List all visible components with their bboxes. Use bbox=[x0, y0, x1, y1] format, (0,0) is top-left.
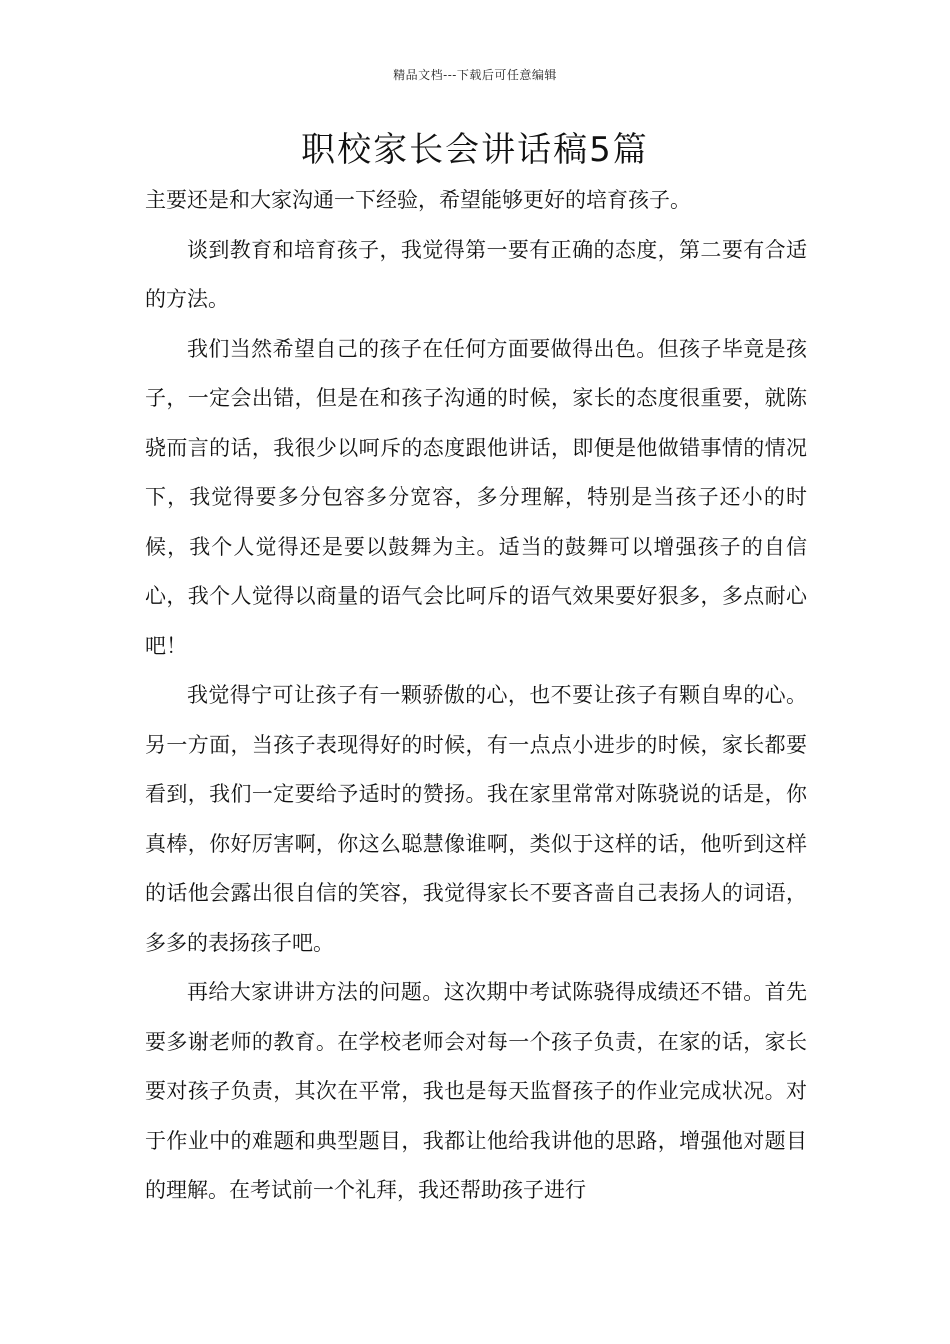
paragraph-continuation: 主要还是和大家沟通一下经验，希望能够更好的培育孩子。 bbox=[145, 188, 691, 212]
document-title: 职校家长会讲话稿5篇 bbox=[301, 130, 649, 170]
document-body bbox=[145, 176, 807, 1216]
page-header-note: 精品文档---下载后可任意编辑 bbox=[393, 68, 557, 82]
paragraph-attitude-method: 谈到教育和培育孩子，我觉得第一要有正确的态度，第二要有合适的方法。 bbox=[145, 237, 807, 311]
paragraph-method: 再给大家讲讲方法的问题。这次期中考试陈骁得成绩还不错。首先要多谢老师的教育。在学校老师会对每一个孩子负责，在家的话，家长要对孩子负责，其次在平常，我也是每天监督孩子的作业完成状况。对于作业中的难题和典型题目，我都让他给我讲他的思路，增强他对题目的理解。在考试前一个礼拜，我还帮助孩子进行 bbox=[145, 980, 807, 1202]
paragraph-encouragement: 我们当然希望自己的孩子在任何方面要做得出色。但孩子毕竟是孩子，一定会出错，但是在和孩子沟通的时候，家长的态度很重要，就陈骁而言的话，我很少以呵斥的态度跟他讲话，即便是他做错事情的情况下，我觉得要多分包容多分宽容，多分理解，特别是当孩子还小的时候，我个人觉得还是要以鼓舞为主。适当的鼓舞可以增强孩子的自信心，我个人觉得以商量的语气会比呵斥的语气效果要好狠多，多点耐心吧！ bbox=[145, 336, 807, 658]
paragraph-praise: 我觉得宁可让孩子有一颗骄傲的心，也不要让孩子有颗自卑的心。另一方面，当孩子表现得好的时候，有一点点小进步的时候，家长都要看到，我们一定要给予适时的赞扬。我在家里常常对陈骁说的话是，你真棒，你好厉害啊，你这么聪慧像谁啊，类似于这样的话，他听到这样的话他会露出很自信的笑容，我觉得家长不要吝啬自己表扬人的词语，多多的表扬孩子吧。 bbox=[145, 683, 807, 955]
